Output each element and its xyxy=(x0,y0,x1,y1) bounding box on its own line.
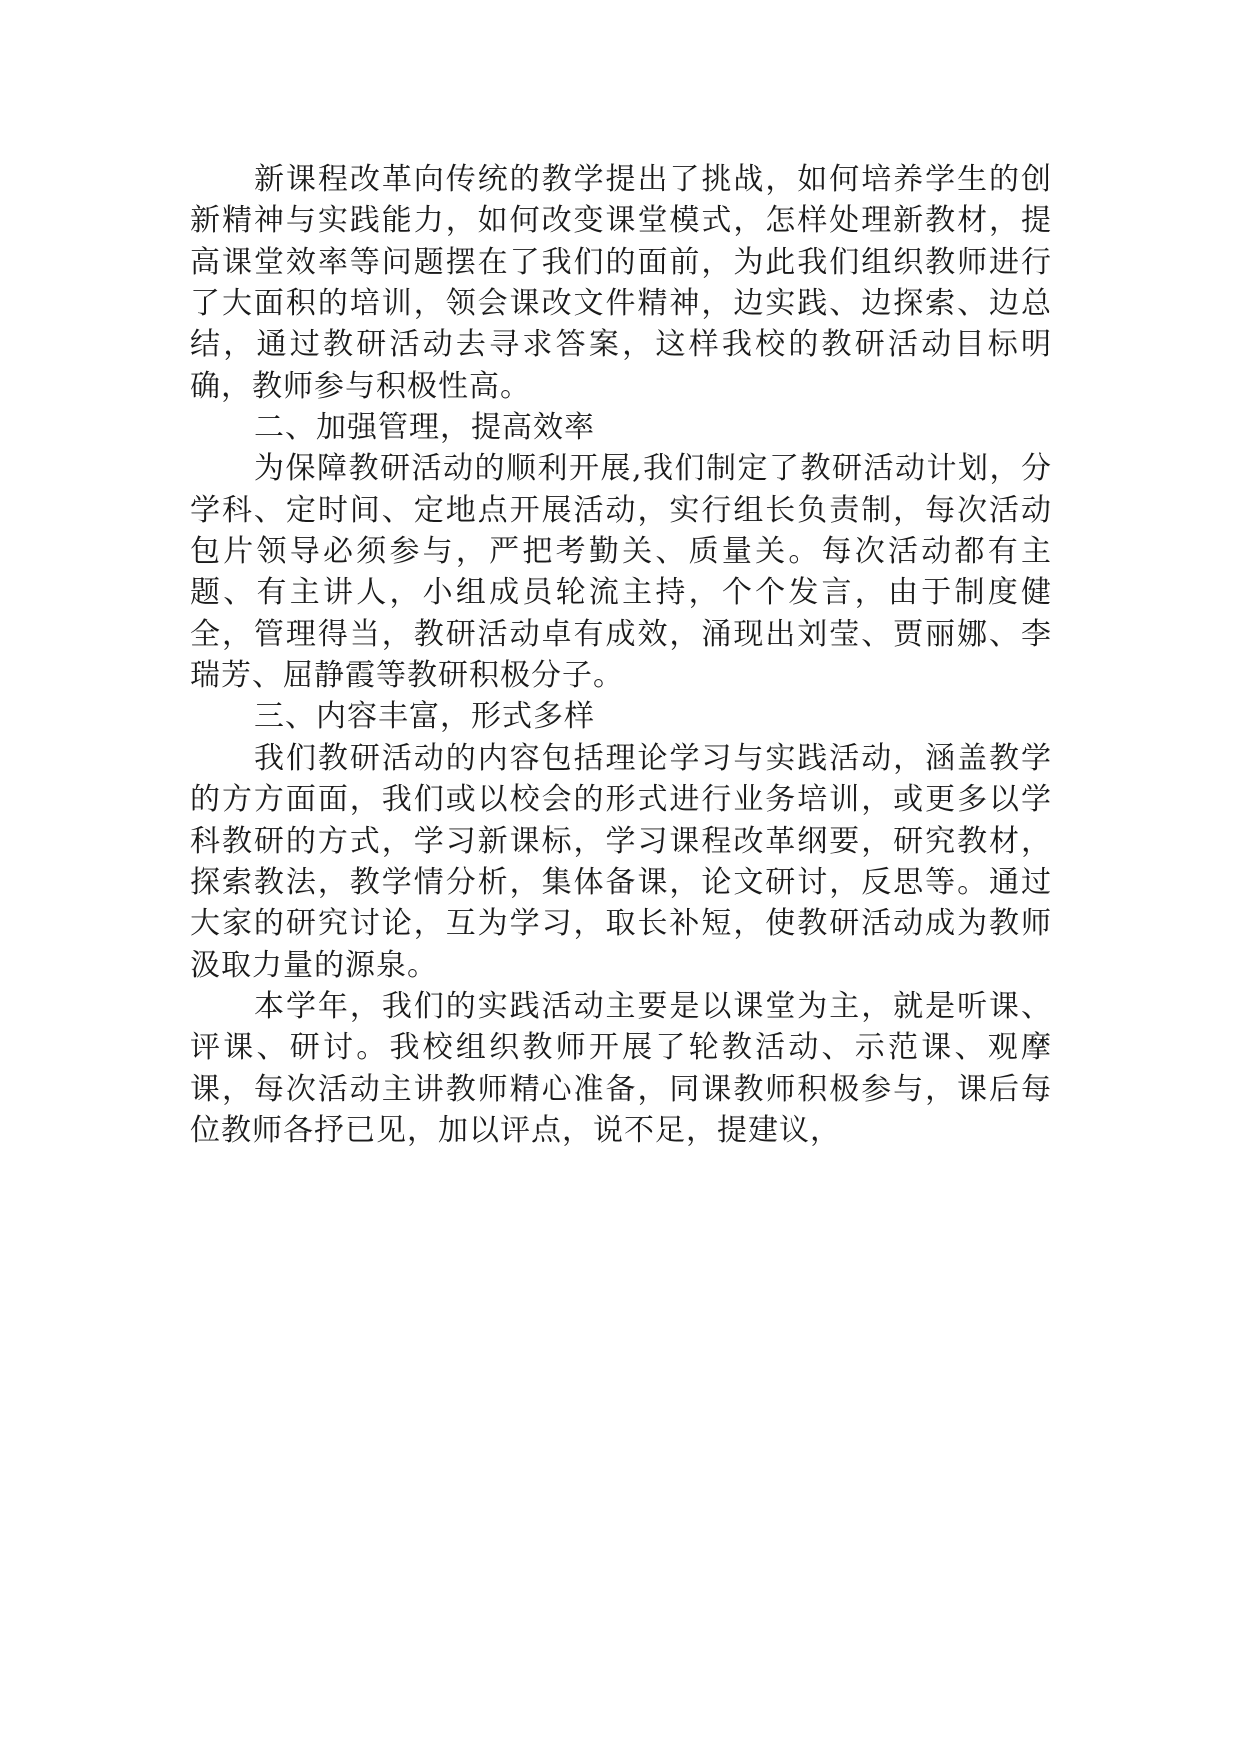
section-heading-management: 二、加强管理，提高效率 xyxy=(254,410,595,446)
paragraph-content: 我们教研活动的内容包括理论学习与实践活动，涵盖教学的方方面面，我们或以校会的形式进行业务培训，或更多以学科教研的方式，学习新课标，学习课程改革纲要，研究教材，探索教法，教学情分析，集体备课，论文研讨，反思等。通过大家的研究讨论，互为学习，取长补短，使教研活动成为教师汲取力量的源泉。 xyxy=(190,740,1052,983)
document-body xyxy=(190,159,1052,1151)
paragraph-practice: 本学年，我们的实践活动主要是以课堂为主，就是听课、评课、研讨。我校组织教师开展了轮教活动、示范课、观摩课，每次活动主讲教师精心准备，同课教师积极参与，课后每位教师各抒已见，加以评点，说不足，提建议， xyxy=(190,988,1052,1148)
paragraph-curriculum-reform: 新课程改革向传统的教学提出了挑战，如何培养学生的创新精神与实践能力，如何改变课堂模式，怎样处理新教材，提高课堂效率等问题摆在了我们的面前，为此我们组织教师进行了大面积的培训，领会课改文件精神，边实践、边探索、边总结，通过教研活动去寻求答案，这样我校的教研活动目标明确，教师参与积极性高。 xyxy=(190,162,1052,404)
section-heading-content: 三、内容丰富，形式多样 xyxy=(254,699,595,735)
paragraph-management: 为保障教研活动的顺利开展,我们制定了教研活动计划，分学科、定时间、定地点开展活动，实行组长负责制，每次活动包片领导必须参与，严把考勤关、质量关。每次活动都有主题、有主讲人，小组成员轮流主持，个个发言，由于制度健全，管理得当，教研活动卓有成效，涌现出刘莹、贾丽娜、李瑞芳、屈静霞等教研积极分子。 xyxy=(190,451,1052,694)
